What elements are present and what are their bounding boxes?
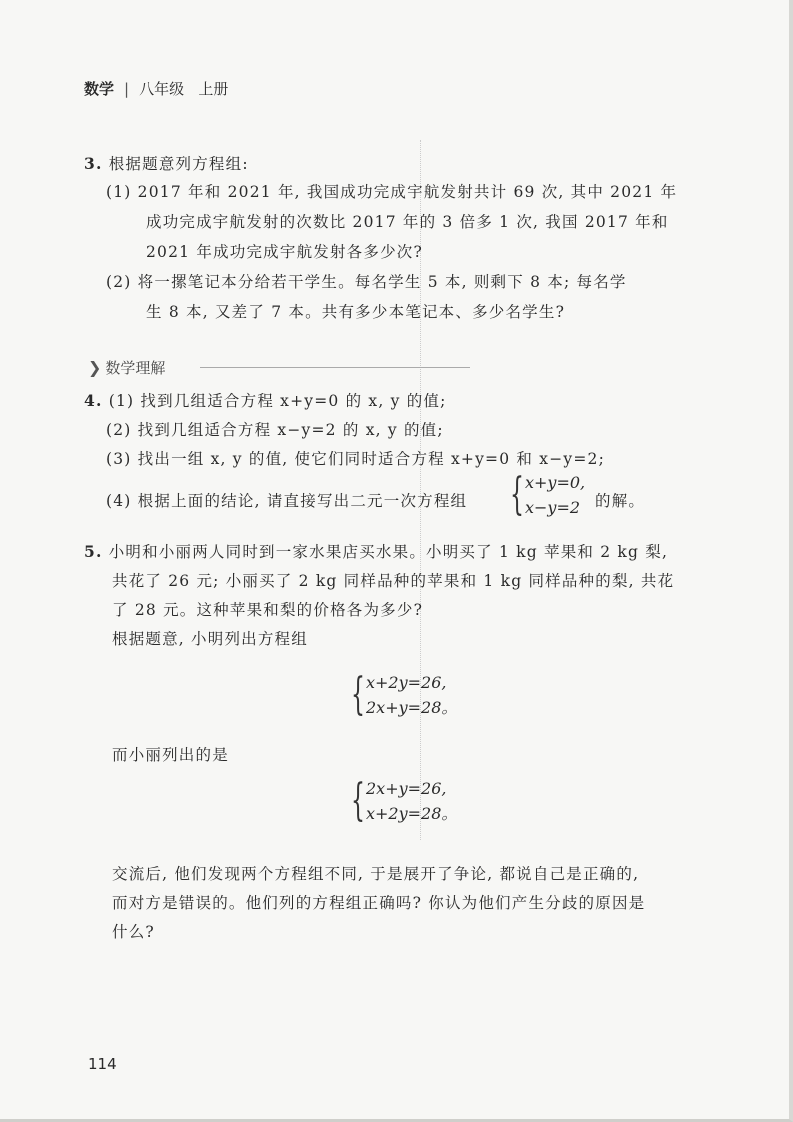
- q5-line2: 共花了 26 元; 小丽买了 2 kg 同样品种的苹果和 1 kg 同样品种的梨, 共花: [112, 572, 675, 590]
- q4-part4-after: 的解。: [595, 492, 646, 510]
- q5-system-xiaoli: [344, 776, 457, 826]
- q5-sys2-eq1: 2x+y=26,: [366, 779, 447, 798]
- section-title-text: 数学理解: [105, 359, 166, 377]
- q4-number: 4.: [84, 391, 103, 410]
- header-subject: 数学: [84, 80, 115, 98]
- left-brace: {: [510, 469, 524, 520]
- q4-equation-system: [503, 470, 585, 520]
- q5-number: 5.: [84, 542, 103, 561]
- q5-sys2-eq2: x+2y=28。: [366, 804, 458, 823]
- q4-part2: (2) 找到几组适合方程 x−y=2 的 x, y 的值;: [106, 421, 444, 439]
- q5-line5: 而小丽列出的是: [112, 746, 229, 764]
- q5-line3: 了 28 元。这种苹果和梨的价格各为多少?: [112, 601, 424, 619]
- q3-title: 根据题意列方程组:: [108, 155, 249, 173]
- q5-line1: [84, 540, 668, 562]
- q3-heading: [84, 152, 249, 174]
- chevron-right-icon: ❯: [88, 358, 102, 377]
- page-number: 114: [88, 1055, 117, 1073]
- q5-line8: 什么?: [112, 923, 155, 941]
- page-header: [84, 78, 228, 99]
- q4-part3: (3) 找出一组 x, y 的值, 使它们同时适合方程 x+y=0 和 x−y=2;: [106, 450, 606, 468]
- q3-part2-line1: (2) 将一摞笔记本分给若干学生。每名学生 5 本, 则剩下 8 本; 每名学: [106, 273, 627, 291]
- q5-sys1-eq1: x+2y=26,: [366, 673, 447, 692]
- q5-sys1-eq2: 2x+y=28。: [366, 698, 458, 717]
- q5-line7: 而对方是错误的。他们列的方程组正确吗? 你认为他们产生分歧的原因是: [112, 894, 646, 912]
- q4-system-eq2: x−y=2: [525, 498, 581, 517]
- q5-system-xiaoming: [344, 670, 457, 720]
- header-separator: |: [124, 80, 130, 98]
- q5-line6: 交流后, 他们发现两个方程组不同, 于是展开了争论, 都说自己是正确的,: [112, 865, 640, 883]
- q4-system-eq1: x+y=0,: [525, 473, 586, 492]
- q3-part1-line1: (1) 2017 年和 2021 年, 我国成功完成宇航发射共计 69 次, 其中 2021 年: [106, 183, 678, 201]
- q4-part1: [84, 389, 447, 411]
- header-grade: 八年级: [139, 80, 185, 98]
- q3-part1-line3: 2021 年成功完成宇航发射各多少次?: [146, 243, 423, 261]
- q5-line1-text: 小明和小丽两人同时到一家水果店买水果。小明买了 1 kg 苹果和 2 kg 梨,: [108, 543, 669, 561]
- q3-part2-line2: 生 8 本, 又差了 7 本。共有多少本笔记本、多少名学生?: [146, 303, 566, 321]
- left-brace: {: [351, 775, 365, 826]
- q5-line4: 根据题意, 小明列出方程组: [112, 630, 308, 648]
- left-brace: {: [351, 669, 365, 720]
- q4-part4-before: (4) 根据上面的结论, 请直接写出二元一次方程组: [106, 492, 468, 510]
- section-divider: [200, 367, 470, 368]
- q3-number: 3.: [84, 154, 103, 173]
- q4-part1-text: (1) 找到几组适合方程 x+y=0 的 x, y 的值;: [108, 392, 447, 410]
- section-title: [88, 357, 165, 378]
- q3-part1-line2: 成功完成宇航发射的次数比 2017 年的 3 倍多 1 次, 我国 2017 年和: [146, 213, 669, 231]
- header-volume: 上册: [198, 80, 229, 98]
